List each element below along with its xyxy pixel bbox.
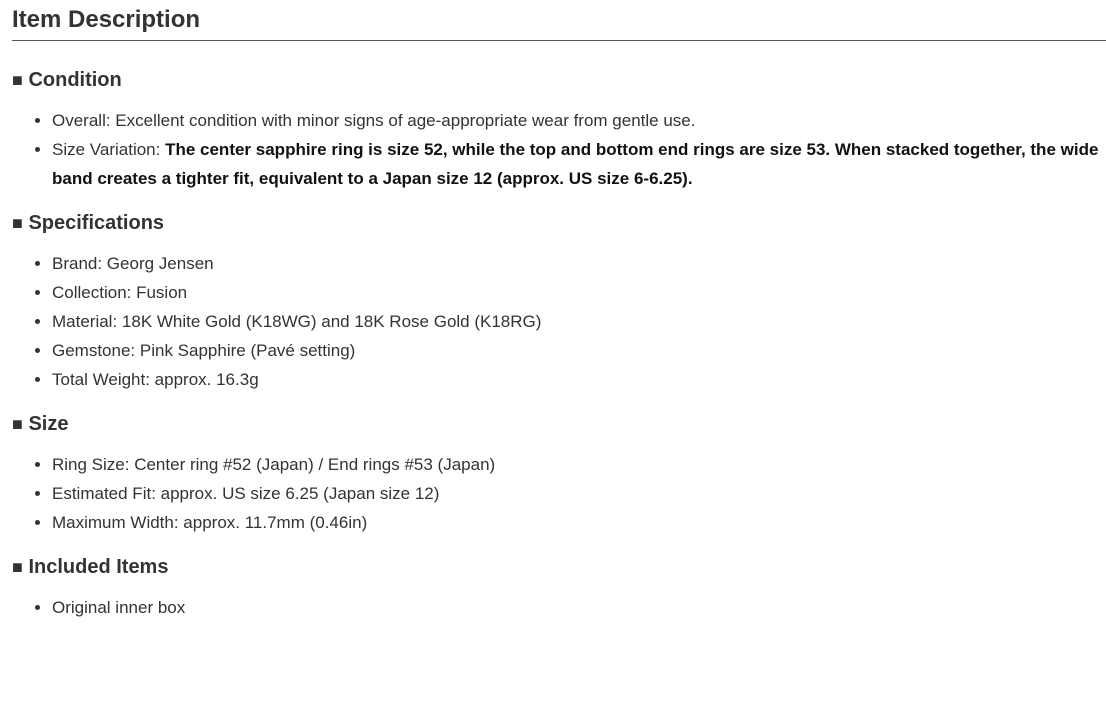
section-heading-label: Size	[28, 413, 69, 435]
section-heading-included-items	[12, 555, 1106, 579]
list-item: • Gemstone: Pink Sapphire (Pavé setting)	[52, 336, 1106, 365]
square-bullet-icon: ■	[12, 213, 23, 233]
list-item: • Original inner box	[52, 593, 1106, 622]
list-item: • Brand: Georg Jensen	[52, 249, 1106, 278]
list-item	[52, 135, 1106, 193]
section-heading-condition	[12, 68, 1106, 92]
section-heading-size	[12, 412, 1106, 436]
section-heading-specifications	[12, 211, 1106, 235]
included-items-list	[12, 593, 1106, 622]
section-heading-label: Condition	[28, 69, 122, 91]
square-bullet-icon: ■	[12, 70, 23, 90]
list-item: • Estimated Fit: approx. US size 6.25 (Japan size 12)	[52, 479, 1106, 508]
size-variation-label: Size Variation:	[52, 140, 166, 159]
list-item: • Collection: Fusion	[52, 278, 1106, 307]
condition-list	[12, 106, 1106, 193]
list-item: • Total Weight: approx. 16.3g	[52, 365, 1106, 394]
size-list	[12, 450, 1106, 537]
section-heading-label: Specifications	[28, 212, 165, 234]
specifications-list	[12, 249, 1106, 394]
page-title: Item Description	[12, 0, 1106, 41]
square-bullet-icon: ■	[12, 557, 23, 577]
size-variation-value: The center sapphire ring is size 52, while the top and bottom end rings are size 53. When stacked together, the wide band creates a tighter fit, equivalent to a Japan size 12 (approx. US size 6-6.25).	[52, 140, 1099, 188]
square-bullet-icon: ■	[12, 414, 23, 434]
list-item: • Material: 18K White Gold (K18WG) and 18K Rose Gold (K18RG)	[52, 307, 1106, 336]
section-heading-label: Included Items	[28, 556, 169, 578]
list-item: • Ring Size: Center ring #52 (Japan) / End rings #53 (Japan)	[52, 450, 1106, 479]
list-item: • Overall: Excellent condition with minor signs of age-appropriate wear from gentle use.	[52, 106, 1106, 135]
list-item: • Maximum Width: approx. 11.7mm (0.46in)	[52, 508, 1106, 537]
